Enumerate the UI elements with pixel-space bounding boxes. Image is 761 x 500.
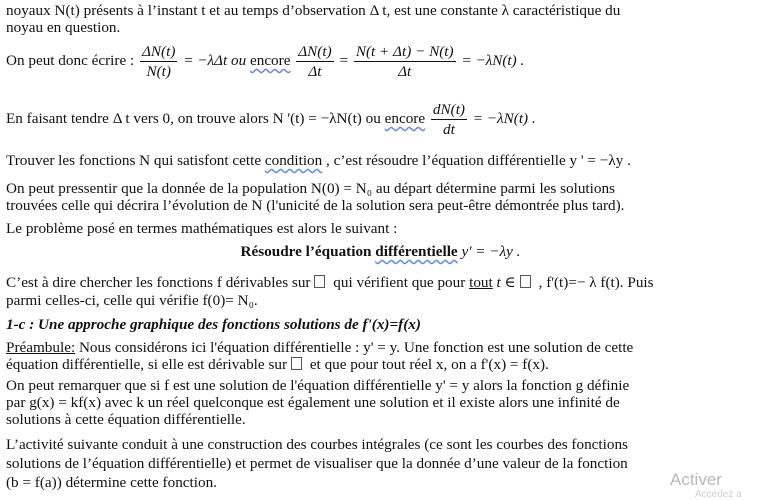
paragraph-line: (b = f(a)) détermine cette fonction. bbox=[6, 474, 217, 491]
fraction-denominator: Δt bbox=[398, 63, 412, 80]
eq-text: = −λN(t) . bbox=[461, 51, 525, 69]
paragraph-line bbox=[6, 377, 744, 394]
text-line: solutions de l’équation différentielle) et permet de visualiser que la donnée d’une valeur de la fonction bbox=[6, 455, 628, 472]
spellcheck-word: différentielle bbox=[375, 243, 458, 260]
missing-glyph-icon bbox=[314, 275, 325, 288]
text-line: par g(x) = kf(x) avec k un réel quelconque est également une solution et il existe alors une infinité de bbox=[6, 394, 620, 411]
text: équation différentielle, si elle est dérivable sur bbox=[6, 356, 288, 373]
paragraph-line bbox=[6, 152, 631, 169]
text: , f'(t)=− λ f(t). Puis bbox=[534, 274, 654, 291]
paragraph-line: noyau en question. bbox=[6, 19, 121, 36]
missing-glyph-icon bbox=[520, 275, 531, 288]
fraction-denominator: N(t) bbox=[146, 63, 171, 80]
paragraph-line: parmi celles-ci, celle qui vérifie f(0)= N₀. bbox=[6, 292, 258, 309]
text: Trouver les fonctions N qui satisfont cette bbox=[6, 152, 262, 169]
fraction bbox=[354, 42, 456, 81]
spellcheck-word: encore bbox=[249, 51, 291, 69]
fraction-numerator: N(t + Δt) − N(t) bbox=[355, 43, 454, 60]
eq-text: = bbox=[339, 51, 349, 69]
paragraph-line bbox=[6, 180, 744, 197]
fraction bbox=[296, 42, 333, 81]
fraction bbox=[140, 42, 177, 81]
problem-title bbox=[0, 243, 761, 261]
eq-text: = −λN(t) . bbox=[472, 109, 536, 127]
paragraph-line bbox=[6, 356, 549, 373]
fraction-numerator: dN(t) bbox=[432, 101, 465, 118]
equation-line-1 bbox=[6, 42, 524, 81]
fraction bbox=[431, 100, 467, 139]
paragraph-line bbox=[6, 274, 654, 291]
paragraph-line bbox=[6, 2, 744, 19]
text: qui vérifient que pour bbox=[329, 274, 466, 291]
equation: y' = −λy . bbox=[457, 243, 521, 260]
eq-intro: On peut donc écrire : bbox=[6, 51, 135, 69]
paragraph-line bbox=[6, 455, 744, 472]
paragraph-line bbox=[6, 436, 744, 453]
eq-intro: En faisant tendre Δ t vers 0, on trouve alors N '(t) = −λN(t) ou bbox=[6, 109, 381, 127]
section-title: 1-c : Une approche graphique des fonctions solutions de f'(x)=f(x) bbox=[6, 316, 421, 333]
paragraph-line bbox=[6, 339, 633, 356]
fraction-denominator: dt bbox=[443, 121, 455, 138]
text: , c’est résoudre l’équation différentielle y ' = −λy . bbox=[322, 152, 631, 169]
equation-line-2 bbox=[6, 100, 536, 139]
paragraph-line: Le problème posé en termes mathématiques est alors le suivant : bbox=[6, 220, 398, 237]
windows-activation-subtext: Accédez a bbox=[695, 489, 742, 500]
fraction-numerator: ΔN(t) bbox=[142, 43, 176, 60]
paragraph-line: solutions à cette équation différentielle. bbox=[6, 411, 246, 428]
spellcheck-word: encore bbox=[384, 109, 426, 127]
text: Résoudre l’équation bbox=[240, 243, 372, 260]
text-line: noyaux N(t) présents à l’instant t et au temps d’observation Δ t, est une constante λ caractéristique du bbox=[6, 2, 621, 19]
text-line: On peut pressentir que la donnée de la population N(0) = N₀ au départ détermine parmi les solutions bbox=[6, 180, 615, 197]
eq-text: = −λΔt ou bbox=[183, 51, 247, 69]
spellcheck-word: condition bbox=[264, 152, 323, 169]
missing-glyph-icon bbox=[291, 357, 302, 370]
text: C’est à dire chercher les fonctions f dérivables sur bbox=[6, 274, 311, 291]
text: Nous considérons ici l'équation différentielle : y' = y. Une fonction est une solution de cette bbox=[75, 339, 634, 356]
text-line: On peut remarquer que si f est une solution de l'équation différentielle y' = y alors la fonction g définie bbox=[6, 377, 630, 394]
paragraph-line: trouvées celle qui décrira l’évolution de N (l'unicité de la solution sera peut-être démontrée plus tard). bbox=[6, 197, 625, 214]
text-line: L’activité suivante conduit à une construction des courbes intégrales (ce sont les courbes des fonctions bbox=[6, 436, 628, 453]
windows-activation-watermark: Activer bbox=[670, 470, 722, 489]
text: t ∈ bbox=[492, 274, 516, 291]
paragraph-line bbox=[6, 394, 744, 411]
preamble-label: Préambule: bbox=[6, 339, 76, 356]
fraction-denominator: Δt bbox=[308, 63, 322, 80]
underlined-word: tout bbox=[469, 274, 493, 291]
text: et que pour tout réel x, on a f'(x) = f(x). bbox=[306, 356, 549, 373]
fraction-numerator: ΔN(t) bbox=[298, 43, 332, 60]
